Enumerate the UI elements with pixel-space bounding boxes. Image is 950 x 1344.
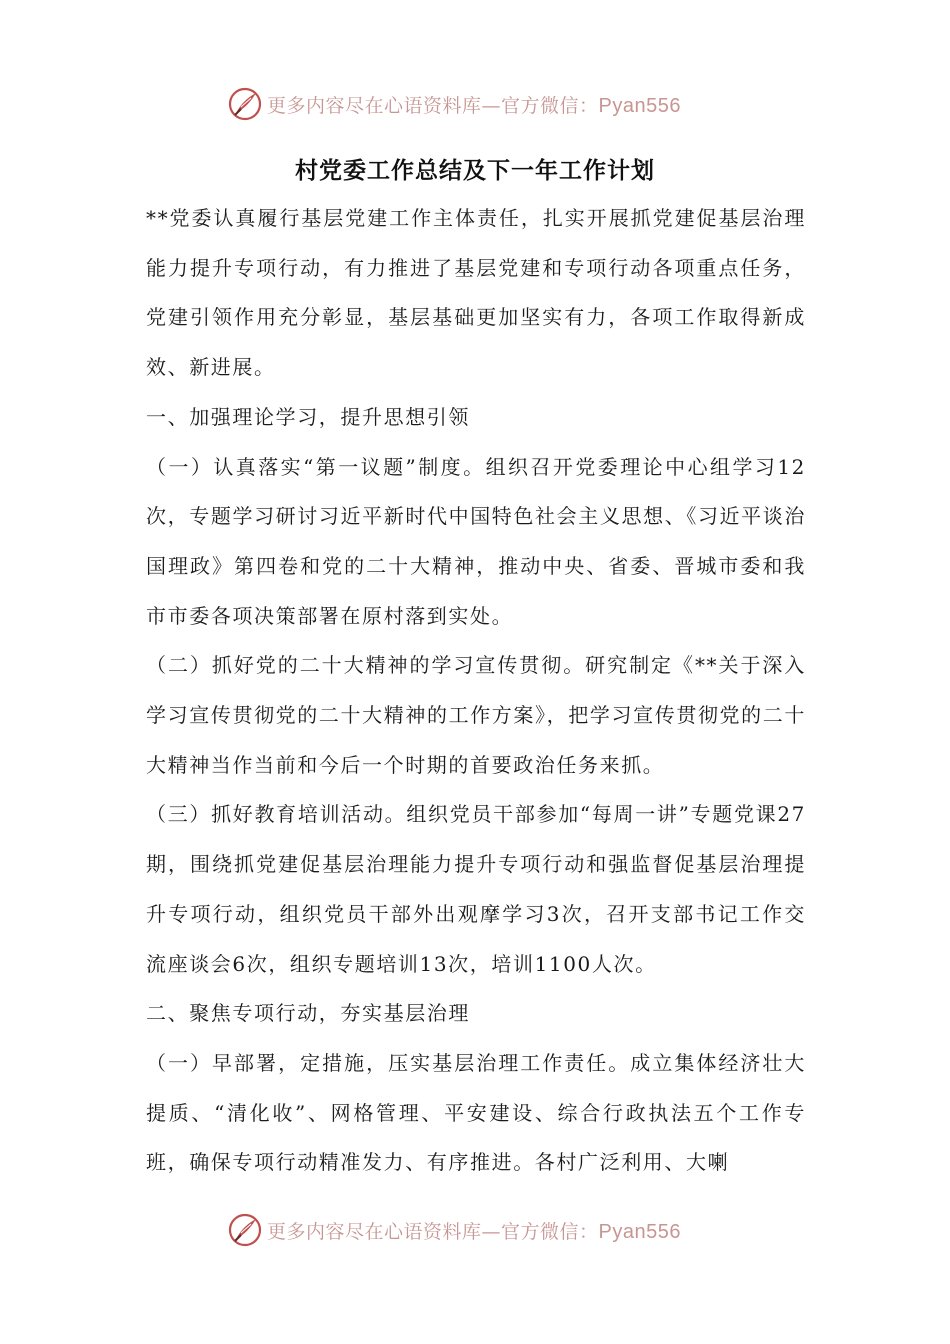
quill-pen-logo-icon (227, 86, 263, 122)
paragraph-1-2: （二）抓好党的二十大精神的学习宣传贯彻。研究制定《**关于深入学习宣传贯彻党的二十大精神的工作方案》，把学习宣传贯彻党的二十大精神当作当前和今后一个时期的首要政治任务来抓。 (146, 653, 806, 777)
paragraph-2-1: （一）早部署，定措施，压实基层治理工作责任。成立集体经济壮大提质、“清化收”、网格管理、平安建设、综合行政执法五个工作专班，确保专项行动精准发力、有序推进。各村广泛利用、大喇 (146, 1050, 806, 1175)
watermark-text: 更多内容尽在心语资料库—官方微信：Pyan556 (267, 1220, 681, 1243)
wechat-id: Pyan556 (598, 94, 681, 117)
document-body (146, 194, 806, 1188)
paragraph-1-3: （三）抓好教育培训活动。组织党员干部参加“每周一讲”专题党课27期，围绕抓党建促基层治理能力提升专项行动和强监督促基层治理提升专项行动，组织党员干部外出观摩学习3次，召开支部书记工作交流座谈会6次，组织专题培训13次，培训1100人次。 (146, 802, 806, 976)
quill-pen-logo-icon (227, 1212, 263, 1248)
document-title: 村党委工作总结及下一年工作计划 (295, 158, 655, 184)
section-heading-1: 一、加强理论学习，提升思想引领 (146, 404, 470, 429)
watermark-text: 更多内容尽在心语资料库—官方微信：Pyan556 (267, 94, 681, 117)
watermark-banner-top (0, 82, 950, 126)
section-heading-2: 二、聚焦专项行动，夯实基层治理 (146, 1001, 470, 1026)
paragraph-intro: **党委认真履行基层党建工作主体责任，扎实开展抓党建促基层治理能力提升专项行动，有力推进了基层党建和专项行动各项重点任务，党建引领作用充分彰显，基层基础更加坚实有力，各项工作取得新成效、新进展。 (146, 206, 806, 380)
paragraph-1-1: （一）认真落实“第一议题”制度。组织召开党委理论中心组学习12次，专题学习研讨习近平新时代中国特色社会主义思想、《习近平谈治国理政》第四卷和党的二十大精神，推动中央、省委、晋城市委和我市市委各项决策部署在原村落到实处。 (146, 454, 806, 628)
watermark-banner-bottom (0, 1208, 950, 1252)
wechat-id: Pyan556 (598, 1220, 681, 1243)
